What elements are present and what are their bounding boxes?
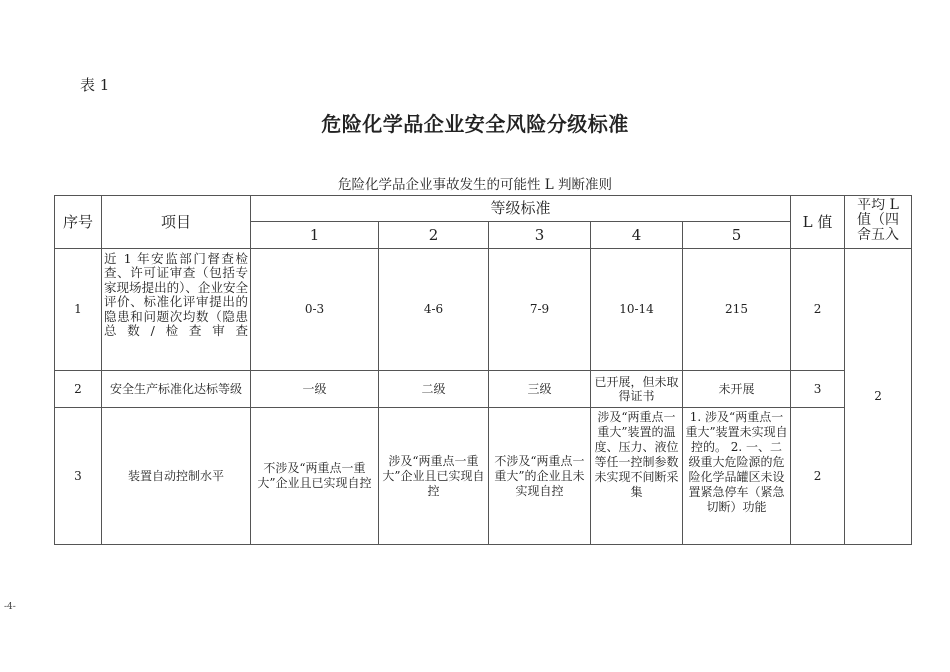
header-level-2: 2 bbox=[379, 222, 489, 249]
header-l-value: L 值 bbox=[791, 196, 845, 249]
row-3-level-4-text: 涉及“两重点一重大”装置的温度、压力、液位等任一控制参数未实现不间断采集 bbox=[594, 409, 679, 499]
table-row bbox=[55, 249, 912, 371]
row-2-level-3: 三级 bbox=[489, 371, 591, 408]
row-3-seq: 3 bbox=[55, 408, 102, 545]
header-grade-standard: 等级标准 bbox=[251, 196, 791, 222]
row-3-level-4 bbox=[591, 408, 683, 545]
row-3-item: 装置自动控制水平 bbox=[102, 408, 251, 545]
row-1-level-3: 7-9 bbox=[489, 249, 591, 371]
row-1-level-5: 215 bbox=[683, 249, 791, 371]
row-3-l-value: 2 bbox=[791, 408, 845, 545]
row-3-level-1: 不涉及“两重点一重大”企业且已实现自控 bbox=[251, 408, 379, 545]
row-2-level-2: 二级 bbox=[379, 371, 489, 408]
header-item: 项目 bbox=[102, 196, 251, 249]
document-title: 危险化学品企业安全风险分级标准 bbox=[321, 112, 629, 136]
row-2-l-value: 3 bbox=[791, 371, 845, 408]
header-level-1: 1 bbox=[251, 222, 379, 249]
row-3-level-5 bbox=[683, 408, 791, 545]
header-level-3: 3 bbox=[489, 222, 591, 249]
header-average-l-line-3: 舍五入 bbox=[857, 227, 900, 243]
row-2-item-text: 安全生产标准化达标等级 bbox=[109, 382, 242, 396]
table-row bbox=[55, 408, 912, 545]
page-number: -4- bbox=[4, 602, 16, 612]
row-2-level-4-text: 已开展，但未取得证书 bbox=[594, 375, 679, 403]
row-3-level-3: 不涉及“两重点一重大”的企业且未实现自控 bbox=[489, 408, 591, 545]
average-l-value: 2 bbox=[845, 249, 912, 545]
row-2-seq: 2 bbox=[55, 371, 102, 408]
header-average-l-line-2: 值（四 bbox=[857, 212, 900, 228]
row-1-item-text: 近 1 年安监部门督查检查、许可证审查（包括专家现场提出的）、企业安全评价、标准化评审提出的隐患和问题次均数（隐患总数/检查审查 bbox=[104, 250, 248, 338]
table-label: 表 1 bbox=[80, 76, 110, 94]
row-1-level-1: 0-3 bbox=[251, 249, 379, 371]
table-caption: 危险化学品企业事故发生的可能性 L 判断准则 bbox=[337, 177, 613, 193]
row-2-level-1: 一级 bbox=[251, 371, 379, 408]
row-3-level-5-text: 1. 涉及“两重点一重大”装置未实现自控的。 2. 一、二级重大危险源的危险化学品罐区未设置紧急停车（紧急切断）功能 bbox=[685, 409, 788, 514]
header-seq: 序号 bbox=[55, 196, 102, 249]
row-1-level-2: 4-6 bbox=[379, 249, 489, 371]
header-average-l-line-1: 平均 L bbox=[857, 198, 899, 213]
row-3-level-2: 涉及“两重点一重大”企业且已实现自控 bbox=[379, 408, 489, 545]
row-1-item bbox=[102, 249, 251, 371]
header-level-4: 4 bbox=[591, 222, 683, 249]
header-average-l bbox=[845, 196, 912, 249]
row-1-seq: 1 bbox=[55, 249, 102, 371]
row-2-level-5: 未开展 bbox=[683, 371, 791, 408]
row-2-item bbox=[102, 371, 251, 408]
row-2-level-4 bbox=[591, 371, 683, 408]
risk-likelihood-table bbox=[54, 195, 912, 545]
table-row bbox=[55, 371, 912, 408]
header-level-5: 5 bbox=[683, 222, 791, 249]
row-1-l-value: 2 bbox=[791, 249, 845, 371]
row-1-level-4: 10-14 bbox=[591, 249, 683, 371]
